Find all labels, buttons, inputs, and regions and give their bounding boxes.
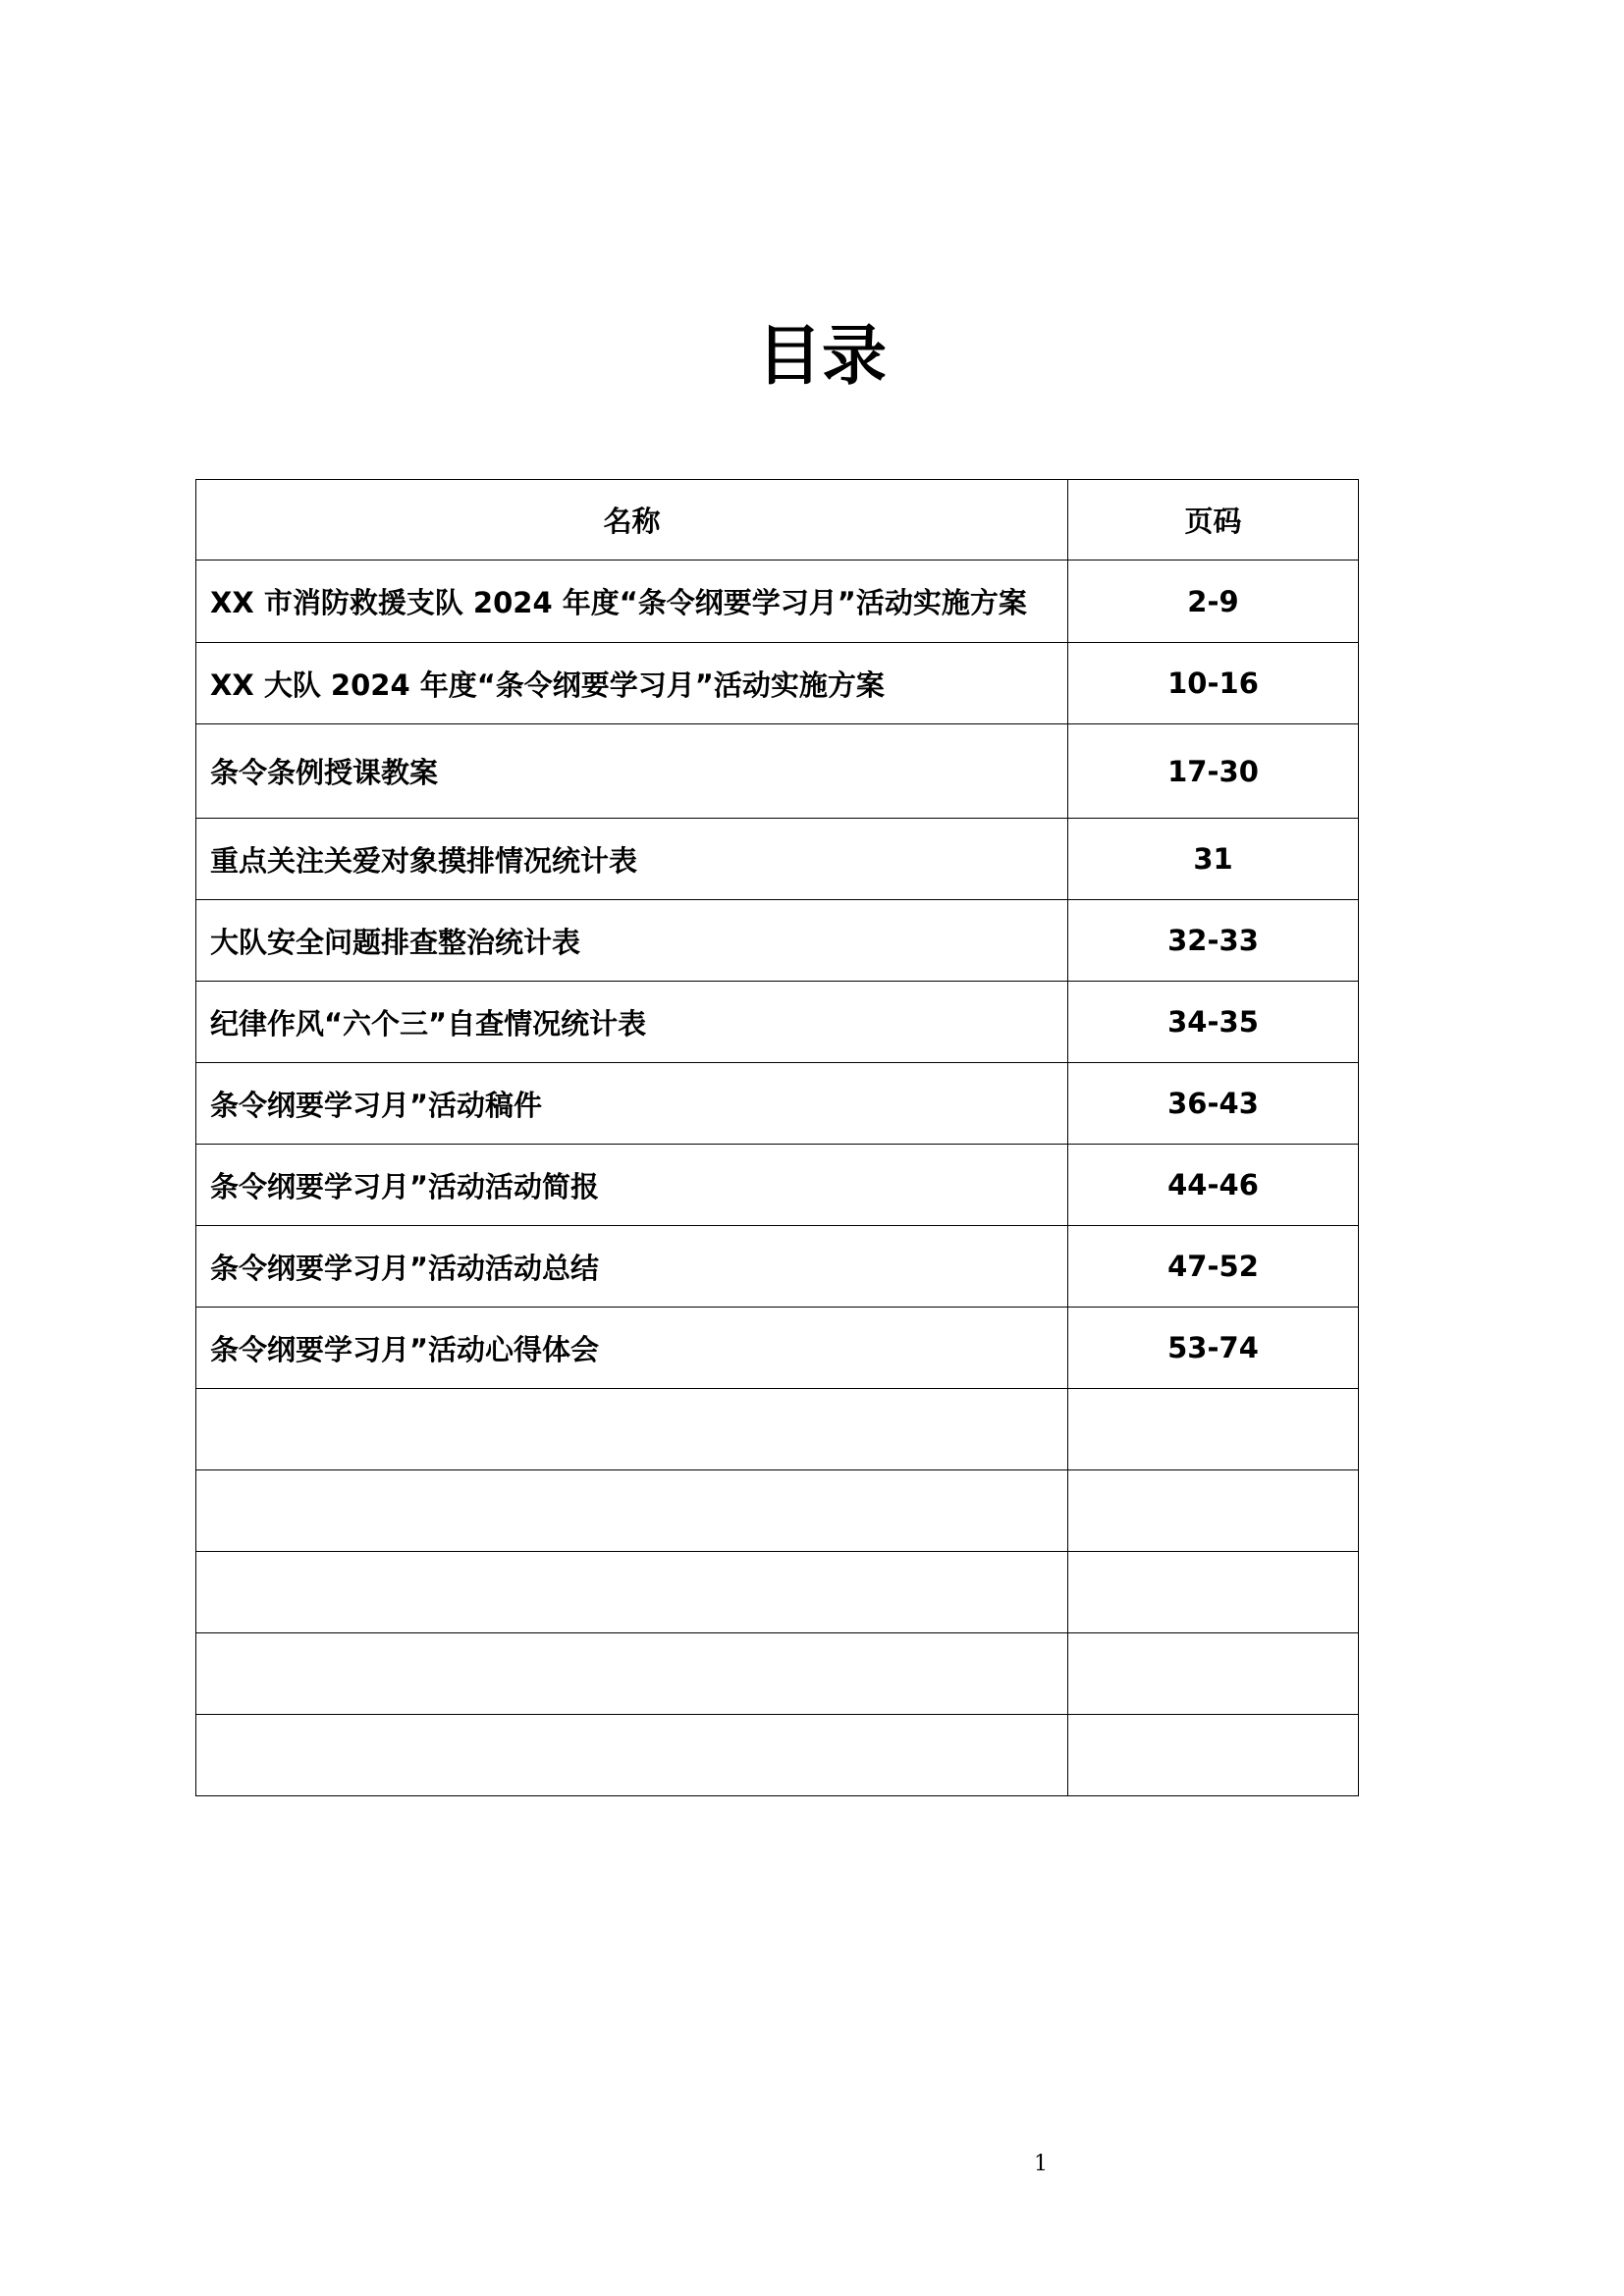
row-name (196, 1470, 1068, 1552)
row-page: 2-9 (1068, 561, 1359, 643)
row-name: 条令纲要学习月”活动稿件 (196, 1063, 1068, 1145)
row-name (196, 1552, 1068, 1633)
row-page: 47-52 (1068, 1226, 1359, 1308)
header-page: 页码 (1068, 480, 1359, 561)
table-row (196, 819, 1359, 900)
row-name (196, 1715, 1068, 1796)
table-row (196, 982, 1359, 1063)
table-row (196, 1145, 1359, 1226)
row-page: 36-43 (1068, 1063, 1359, 1145)
table-row (196, 1063, 1359, 1145)
table-row (196, 1389, 1359, 1470)
row-page: 44-46 (1068, 1145, 1359, 1226)
row-name: 条令纲要学习月”活动活动简报 (196, 1145, 1068, 1226)
row-name: 条令纲要学习月”活动活动总结 (196, 1226, 1068, 1308)
row-page: 10-16 (1068, 643, 1359, 724)
table-row (196, 561, 1359, 643)
table-row (196, 900, 1359, 982)
row-name: 条令条例授课教案 (196, 724, 1068, 819)
table-row (196, 643, 1359, 724)
page-title: 目录 (757, 317, 887, 394)
row-name: XX 市消防救援支队 2024 年度“条令纲要学习月”活动实施方案 (196, 561, 1068, 643)
row-page: 34-35 (1068, 982, 1359, 1063)
row-page: 31 (1068, 819, 1359, 900)
row-page (1068, 1389, 1359, 1470)
row-page (1068, 1715, 1359, 1796)
table-row (196, 724, 1359, 819)
row-name: 纪律作风“六个三”自查情况统计表 (196, 982, 1068, 1063)
row-name: 大队安全问题排查整治统计表 (196, 900, 1068, 982)
table-row (196, 1715, 1359, 1796)
table-row (196, 1470, 1359, 1552)
table-header-row (196, 480, 1359, 561)
table-row (196, 1308, 1359, 1389)
table-row (196, 1226, 1359, 1308)
toc-table (195, 479, 1359, 1796)
row-page (1068, 1470, 1359, 1552)
row-name (196, 1389, 1068, 1470)
table-row (196, 1633, 1359, 1715)
table-row (196, 1552, 1359, 1633)
page-number: 1 (1034, 2152, 1048, 2176)
row-page: 53-74 (1068, 1308, 1359, 1389)
header-name: 名称 (196, 480, 1068, 561)
row-page (1068, 1552, 1359, 1633)
row-page: 32-33 (1068, 900, 1359, 982)
row-name (196, 1633, 1068, 1715)
row-page: 17-30 (1068, 724, 1359, 819)
row-name: 重点关注关爱对象摸排情况统计表 (196, 819, 1068, 900)
row-page (1068, 1633, 1359, 1715)
row-name: 条令纲要学习月”活动心得体会 (196, 1308, 1068, 1389)
row-name: XX 大队 2024 年度“条令纲要学习月”活动实施方案 (196, 643, 1068, 724)
